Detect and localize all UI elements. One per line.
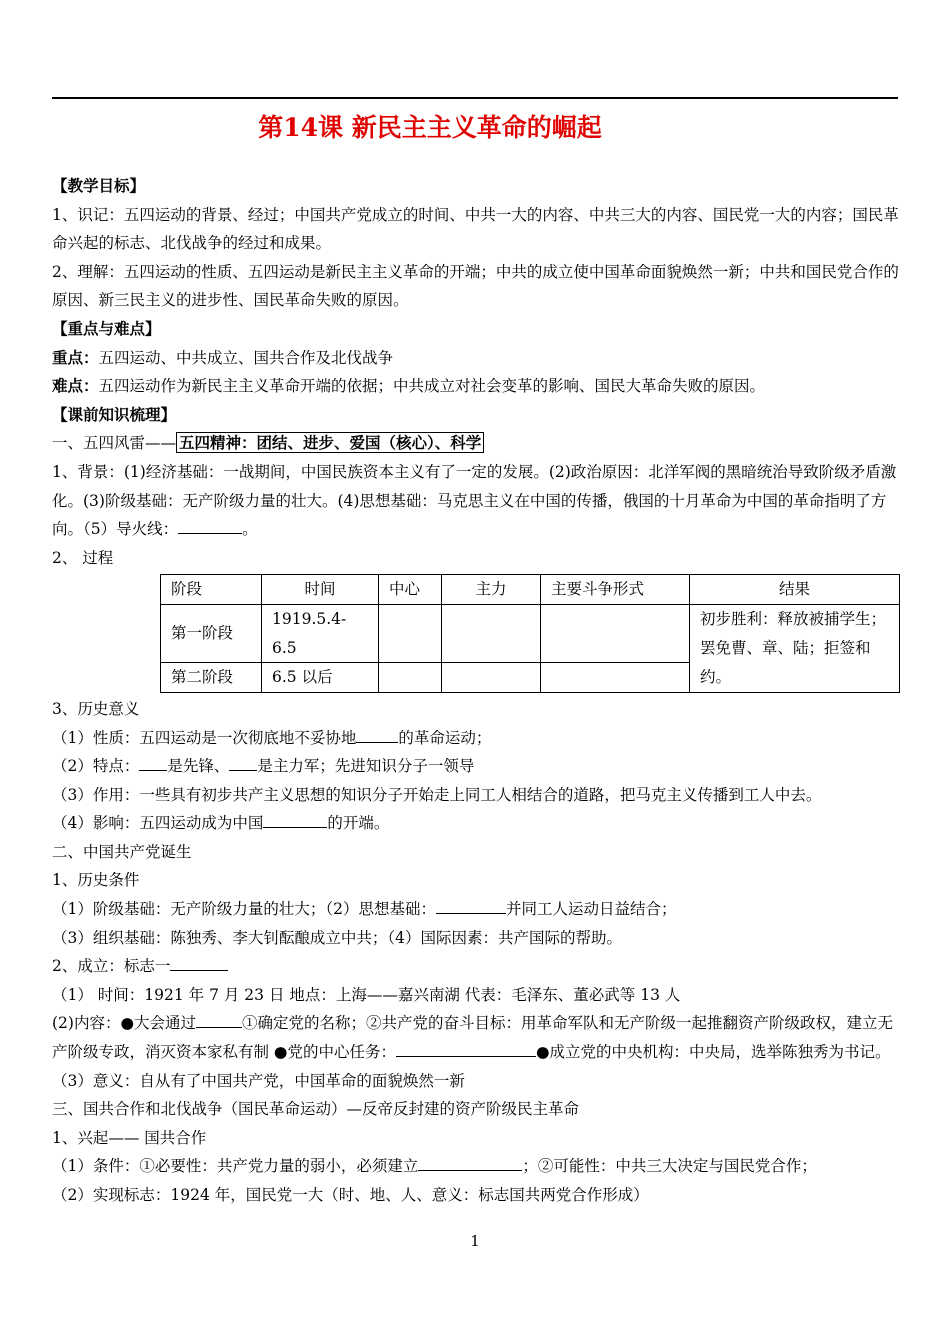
program-blank [196,1010,242,1028]
influence-blank [263,810,327,828]
page-number: 1 [470,1232,480,1250]
task-blank [396,1039,536,1057]
meaning-4 [52,809,900,838]
result-cell: 初步胜利：释放被捕学生；罢免曹、章、陆；拒签和约。 [690,604,900,692]
mainforce-blank [229,753,257,771]
rise-2: （2）实现标志：1924 年，国民党一大（时、地、人、意义：标志国共两党合作形成） [52,1186,649,1204]
condition-1-text: （1）阶级基础：无产阶级力量的壮大；（2）思想基础： [52,900,436,919]
nature-blank [356,725,398,743]
review-heading: 【课前知识梳理】 [52,404,177,424]
founding-2 [52,1009,900,1066]
process-table [160,574,900,693]
conditions-heading: 1、历史条件 [52,871,140,890]
united-front-blank [418,1153,522,1171]
spirit-box: 五四精神：团结、进步、爱国（核心）、科学 [176,432,484,453]
meaning-heading: 3、历史意义 [52,699,140,718]
row2-time: 6.5 以后 [262,663,379,693]
objective-2: 2、理解：五四运动的性质、五四运动是新民主主义革命的开端；中共的成立使中国革命面貌焕然一新；中共和国民党合作的原因、新三民主义的进步性、国民革命失败的原因。 [52,262,899,310]
objectives-heading: 【教学目标】 [52,176,146,195]
founding-2-mid: ①确定党的名称；②共产党的奋斗目标：用革命军队和无产阶级一起推翻资产阶级政权，建立无产阶级专政，消灭资本家私有制 ●党的中心任务： [52,1014,893,1062]
keypoints-heading: 【重点与难点】 [52,318,161,338]
meaning-4-text: （4）影响：五四运动成为中国 [52,814,264,833]
meaning-1-end: 的革命运动； [398,728,492,747]
founding-heading [52,952,900,981]
meaning-2-mid: 是先锋、 [167,757,230,776]
table-row [161,604,900,662]
difficulty-point [52,372,900,401]
key-label: 重点： [52,347,99,367]
row2-stage: 第二阶段 [161,663,262,693]
difficulty-label: 难点： [52,376,99,396]
meaning-2-end: 是主力军；先进知识分子一领导 [257,757,475,776]
header-force: 主力 [442,575,541,605]
row1-force [442,604,541,662]
meaning-4-end: 的开端。 [327,814,390,833]
document-body [52,172,900,1210]
row2-form [541,663,690,693]
objective-1: 1、识记：五四运动的背景、经过；中国共产党成立的时间、中共一大的内容、中共三大的内容、国民党一大的内容；国民革命兴起的标志、北伐战争的经过和成果。 [52,205,899,253]
vanguard-blank [139,753,167,771]
process-heading: 2、 过程 [52,548,114,567]
founding-2-text: (2)内容：●大会通过 [52,1014,196,1033]
background-text: 1、背景：(1)经济基础：一战期间，中国民族资本主义有了一定的发展。(2)政治原因：北洋军阀的黑暗统治导致阶级矛盾激化。(3)阶级基础：无产阶级力量的壮大。(4)思想基础：马克思主义在中国的传播，俄国的十月革命为中国的革命指明了方向。（5）导火线： [52,462,897,539]
row1-stage: 第一阶段 [161,604,262,662]
rise-1-text: （1）条件：①必要性：共产党力量的弱小，必须建立 [52,1157,419,1176]
row1-center [379,604,442,662]
section1-title [52,429,900,458]
meaning-3: （3）作用：一些具有初步共产主义思想的知识分子开始走上同工人相结合的道路，把马克主义传播到工人中去。 [52,785,822,804]
row2-center [379,663,442,693]
background-end: 。 [242,520,258,539]
meaning-1 [52,724,900,753]
header-time: 时间 [262,575,379,605]
founding-1: （1） 时间：1921 年 7 月 23 日 地点：上海——嘉兴南湖 代表：毛泽东、董必武等 13 人 [52,985,681,1004]
rise-heading: 1、兴起—— 国共合作 [52,1128,207,1147]
header-rule [52,97,898,99]
ideology-blank [436,896,506,914]
founding-3: （3）意义：自从有了中国共产党，中国革命的面貌焕然一新 [52,1071,465,1090]
section3-title: 三、国共合作和北伐战争（国民革命运动）—反帝反封建的资产阶级民主革命 [52,1100,580,1119]
fuse-blank [178,516,242,534]
rise-1-end: ；②可能性：中共三大决定与国民党合作； [522,1157,817,1176]
condition-1-end: 并同工人运动日益结合； [505,900,677,919]
row1-time: 1919.5.4-6.5 [262,604,379,662]
symbol-blank [170,953,228,971]
header-form: 主要斗争形式 [541,575,690,605]
meaning-2 [52,752,900,781]
background-paragraph [52,458,900,544]
header-result: 结果 [690,575,900,605]
row1-form [541,604,690,662]
section2-title: 二、中国共产党诞生 [52,842,192,861]
table-header-row [161,575,900,605]
header-stage: 阶段 [161,575,262,605]
rise-1 [52,1152,900,1181]
condition-1 [52,895,900,924]
key-point [52,344,900,373]
meaning-1-text: （1）性质：五四运动是一次彻底地不妥协地 [52,728,357,747]
row2-force [442,663,541,693]
difficulty-text: 五四运动作为新民主主义革命开端的依据；中共成立对社会变革的影响、国民大革命失败的原因。 [98,377,766,396]
condition-2: （3）组织基础：陈独秀、李大钊酝酿成立中共；（4）国际因素：共产国际的帮助。 [52,928,622,947]
meaning-2-text: （2）特点： [52,757,140,776]
page-title: 第14课 新民主主义革命的崛起 [258,113,602,142]
section1-title-prefix: 一、五四风雷—— [52,434,177,453]
key-text: 五四运动、中共成立、国共合作及北伐战争 [98,348,394,367]
header-center: 中心 [379,575,442,605]
founding-2-end: ●成立党的中央机构：中央局，选举陈独秀为书记。 [535,1043,891,1062]
founding-text: 2、成立：标志一 [52,957,171,976]
